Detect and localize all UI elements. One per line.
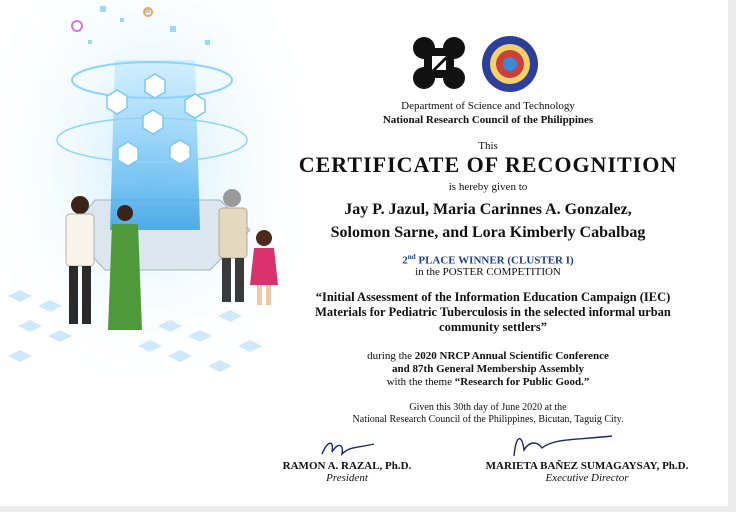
signature-executive-director xyxy=(508,428,616,462)
during-prefix: during the xyxy=(367,350,415,362)
illustration-family-tower xyxy=(0,0,300,400)
conference-name: 2020 NRCP Annual Scientific Conference xyxy=(414,350,609,362)
signature-president xyxy=(318,436,378,462)
signatory-executive-director xyxy=(462,460,712,484)
date-line-2: National Research Council of the Philippines, Bicutan, Taguig City. xyxy=(352,414,624,425)
council-name: National Research Council of the Philippines xyxy=(382,114,594,126)
place-suffix: nd xyxy=(407,253,416,261)
date-line-1: Given this 30th day of June 2020 at the xyxy=(409,402,567,413)
dost-logo-icon xyxy=(413,37,465,89)
place-label: PLACE WINNER (CLUSTER I) xyxy=(415,254,574,267)
executive-director-title: Executive Director xyxy=(545,472,629,484)
department-name: Department of Science and Technology xyxy=(401,100,575,112)
president-name: RAMON A. RAZAL, Ph.D. xyxy=(282,460,412,472)
research-line-2: Materials for Pediatric Tuberculosis in the selected informal urban xyxy=(315,305,671,319)
signatory-president xyxy=(252,460,442,484)
theme-text: “Research for Public Good.” xyxy=(454,376,590,388)
logos xyxy=(410,34,540,94)
assembly-name: and 87th General Membership Assembly xyxy=(392,363,584,375)
date-location xyxy=(268,402,708,426)
event-details xyxy=(268,350,708,389)
president-title: President xyxy=(326,472,368,484)
names-line-2: Solomon Sarne, and Lora Kimberly Cabalbag xyxy=(330,224,646,241)
research-line-1: “Initial Assessment of the Information Education Campaign (IEC) xyxy=(315,290,671,304)
intro-text: This xyxy=(478,140,498,152)
given-to-text: is hereby given to xyxy=(448,181,528,193)
research-line-3: community settlers” xyxy=(439,320,547,334)
names-line-1: Jay P. Jazul, Maria Carinnes A. Gonzalez, xyxy=(344,201,632,218)
certificate-title: CERTIFICATE OF RECOGNITION xyxy=(298,152,678,177)
award-place xyxy=(268,253,708,267)
place-number: 2 xyxy=(402,254,408,267)
executive-director-name: MARIETA BAÑEZ SUMAGAYSAY, Ph.D. xyxy=(485,460,689,472)
nrcp-seal-icon xyxy=(482,36,538,92)
research-title xyxy=(258,290,728,335)
competition-text: in the POSTER COMPETITION xyxy=(415,266,561,278)
theme-prefix: with the theme xyxy=(386,376,455,388)
recipient-names xyxy=(268,198,708,244)
